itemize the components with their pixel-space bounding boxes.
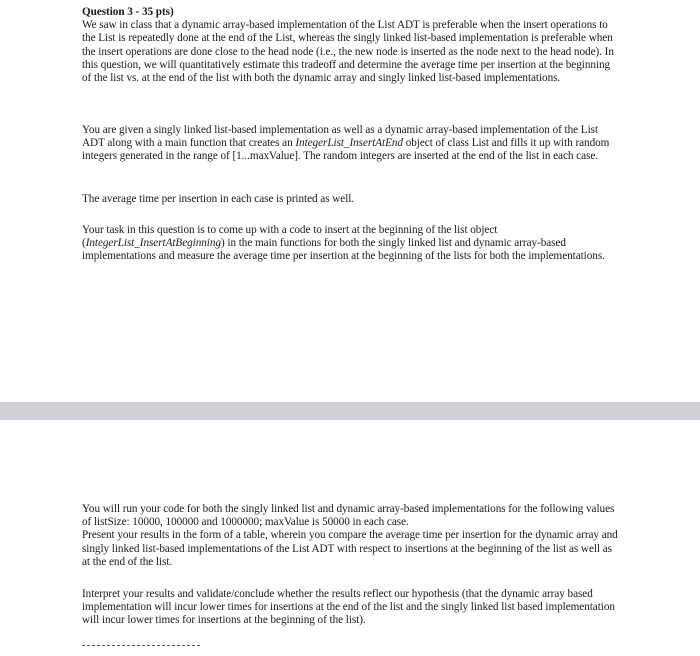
paragraph-interpret (82, 588, 620, 628)
paragraph-average-time-text: The average time per insertion in each case is printed as well. (82, 193, 355, 205)
question-title: Question 3 - 35 pts) (82, 6, 174, 18)
dashed-separator (82, 645, 200, 646)
paragraph-run-code (82, 503, 620, 569)
paragraph-average-time (82, 193, 620, 206)
paragraph-given-code-end: object of class List and fills it up with random integers generated in the range of [1...maxValue]. The random integers are inserted at the end of the list in each case. (82, 137, 610, 163)
paragraph-given-code-start: You are given a singly linked list-based implementation as well as a dynamic array-based implementation of the List ADT along with a main function that creates an (82, 124, 598, 150)
class-name-insert-at-beginning: IntegerList_InsertAtBeginning (85, 237, 221, 250)
paragraph-task-end: ) in the main functions for both the singly linked list and dynamic array-based implementations and measure the average time per insertion at the beginning of the lists for both the implementations. (82, 237, 605, 263)
paragraph-task-start: Your task in this question is to come up with a code to insert at the beginning of the list object ( (82, 224, 498, 250)
paragraph-run-code-line2: Present your results in the form of a table, wherein you compare the average time per insertion for the dynamic array and singly linked list-based implementations of the List ADT with respect to insertions at the beginning of the list as well as at the end of the list. (82, 529, 618, 568)
question-intro (82, 6, 620, 85)
paragraph-task (82, 224, 620, 264)
page-break-divider (0, 402, 700, 420)
paragraph-context: We saw in class that a dynamic array-based implementation of the List ADT is preferable when the insert operations to the List is repeatedly done at the end of the List, whereas the singly linked list-based implementation is preferable when the insert operations are done close to the head node (i.e., the new node is inserted as the node next to the head node). In this question, we will quantitatively estimate this tradeoff and determine the average time per insertion at the beginning of the list vs. at the end of the list with both the dynamic array and singly linked list-based implementations. (82, 19, 614, 85)
paragraph-given-code (82, 124, 620, 164)
class-name-insert-at-end: IntegerList_InsertAtEnd (295, 137, 403, 150)
paragraph-run-code-line1: You will run your code for both the singly linked list and dynamic array-based implementations for the following values of listSize: 10000, 100000 and 1000000; maxValue is 50000 in each case. (82, 503, 615, 529)
paragraph-interpret-text: Interpret your results and validate/conclude whether the results reflect our hypothesis (that the dynamic array based implementation will incur lower times for insertions at the end of the list and the singly linked list based implementation will incur lower times for insertions at the beginning of the list). (82, 588, 615, 627)
